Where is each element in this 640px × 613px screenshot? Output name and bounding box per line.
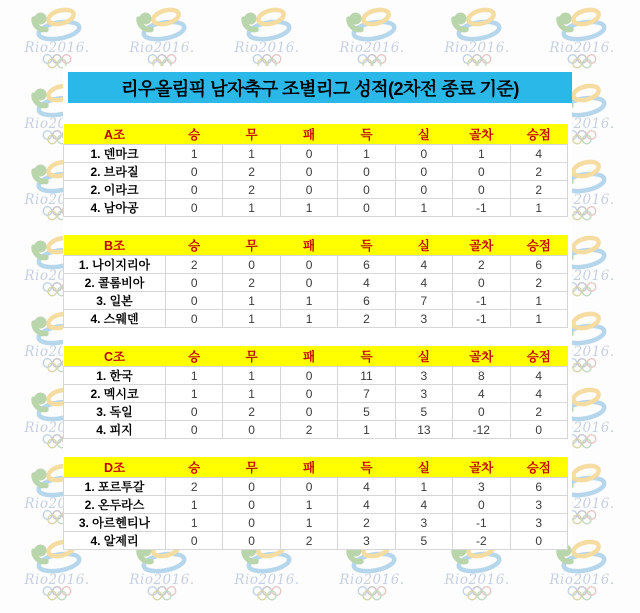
stat-value-cell: 0: [280, 274, 337, 292]
stat-column-header: 승: [166, 235, 223, 256]
stat-value-cell: 0: [453, 496, 510, 514]
stat-value-cell: 0: [223, 496, 280, 514]
stat-value-cell: 0: [338, 181, 395, 199]
table-header-row: [64, 346, 568, 367]
group-name-header: A조: [64, 124, 166, 145]
stat-value-cell: 4: [510, 367, 567, 385]
stat-value-cell: 2: [280, 532, 337, 550]
stat-value-cell: 1: [223, 292, 280, 310]
stat-value-cell: 0: [453, 163, 510, 181]
stat-value-cell: 0: [453, 403, 510, 421]
stat-column-header: 승: [166, 124, 223, 145]
group-standings-table: [63, 346, 568, 439]
group-standings-table: [63, 235, 568, 328]
team-row: [64, 385, 568, 403]
stat-value-cell: 2: [223, 163, 280, 181]
stat-column-header: 골차: [453, 235, 510, 256]
stat-value-cell: 2: [510, 181, 567, 199]
group-standings-table: [63, 124, 568, 217]
stat-value-cell: 4: [395, 496, 452, 514]
team-name-cell: 2. 온두라스: [64, 496, 166, 514]
stat-value-cell: 0: [510, 421, 567, 439]
team-name-cell: 2. 멕시코: [64, 385, 166, 403]
stat-value-cell: 0: [338, 163, 395, 181]
stat-value-cell: -2: [453, 532, 510, 550]
team-name-cell: 2. 브라질: [64, 163, 166, 181]
stat-value-cell: 1: [280, 310, 337, 328]
stat-value-cell: 1: [223, 310, 280, 328]
team-name-cell: 3. 일본: [64, 292, 166, 310]
stat-column-header: 득: [338, 235, 395, 256]
stat-value-cell: 0: [510, 532, 567, 550]
stat-value-cell: 0: [395, 145, 452, 163]
team-name-cell: 3. 독일: [64, 403, 166, 421]
stat-column-header: 승: [166, 457, 223, 478]
team-row: [64, 199, 568, 217]
team-name-cell: 4. 남아공: [64, 199, 166, 217]
stat-value-cell: 0: [223, 532, 280, 550]
stat-value-cell: 0: [223, 478, 280, 496]
stat-value-cell: 1: [280, 199, 337, 217]
stat-value-cell: 1: [280, 496, 337, 514]
team-row: [64, 145, 568, 163]
stat-value-cell: 0: [280, 385, 337, 403]
page-title: 리우올림픽 남자축구 조별리그 성적(2차전 종료 기준): [68, 72, 572, 103]
stat-value-cell: 0: [166, 310, 223, 328]
stat-value-cell: 1: [338, 145, 395, 163]
stat-column-header: 무: [223, 235, 280, 256]
stat-value-cell: 0: [453, 274, 510, 292]
stat-column-header: 실: [395, 457, 452, 478]
stat-value-cell: 0: [280, 145, 337, 163]
team-row: [64, 181, 568, 199]
stat-value-cell: 2: [338, 310, 395, 328]
stat-column-header: 골차: [453, 124, 510, 145]
stat-value-cell: 1: [280, 292, 337, 310]
stat-column-header: 승점: [510, 235, 567, 256]
stat-value-cell: 0: [280, 256, 337, 274]
table-header-row: [64, 235, 568, 256]
team-name-cell: 2. 콜롬비아: [64, 274, 166, 292]
stat-column-header: 골차: [453, 457, 510, 478]
stat-value-cell: 3: [395, 310, 452, 328]
stat-column-header: 실: [395, 124, 452, 145]
team-row: [64, 310, 568, 328]
team-name-cell: 4. 스웨덴: [64, 310, 166, 328]
stat-value-cell: 11: [338, 367, 395, 385]
team-name-cell: 1. 한국: [64, 367, 166, 385]
team-name-cell: 1. 나이지리아: [64, 256, 166, 274]
stat-value-cell: 0: [223, 514, 280, 532]
stat-value-cell: 0: [166, 532, 223, 550]
stat-value-cell: 4: [395, 256, 452, 274]
stat-column-header: 득: [338, 457, 395, 478]
content-panel: [63, 66, 572, 548]
stat-value-cell: 8: [453, 367, 510, 385]
stat-value-cell: 1: [510, 310, 567, 328]
stat-value-cell: 13: [395, 421, 452, 439]
group-name-header: D조: [64, 457, 166, 478]
stat-value-cell: 2: [166, 478, 223, 496]
stat-value-cell: 2: [223, 181, 280, 199]
team-name-cell: 4. 피지: [64, 421, 166, 439]
stat-value-cell: 4: [510, 385, 567, 403]
stat-value-cell: 1: [166, 385, 223, 403]
stat-value-cell: 0: [280, 181, 337, 199]
stat-value-cell: 0: [395, 181, 452, 199]
team-name-cell: 1. 포르투갈: [64, 478, 166, 496]
stat-value-cell: 4: [510, 145, 567, 163]
team-row: [64, 403, 568, 421]
stat-column-header: 무: [223, 346, 280, 367]
group-name-header: B조: [64, 235, 166, 256]
stat-value-cell: 2: [453, 256, 510, 274]
stat-value-cell: 7: [338, 385, 395, 403]
stat-value-cell: 2: [510, 163, 567, 181]
team-name-cell: 1. 덴마크: [64, 145, 166, 163]
stat-value-cell: 6: [510, 256, 567, 274]
stat-value-cell: -1: [453, 310, 510, 328]
team-row: [64, 367, 568, 385]
stat-value-cell: 2: [223, 274, 280, 292]
stat-value-cell: 2: [510, 403, 567, 421]
stat-value-cell: -1: [453, 199, 510, 217]
stat-value-cell: 0: [166, 181, 223, 199]
stat-value-cell: 6: [510, 478, 567, 496]
stat-value-cell: 1: [338, 421, 395, 439]
stat-value-cell: 0: [166, 403, 223, 421]
stat-column-header: 무: [223, 457, 280, 478]
team-row: [64, 292, 568, 310]
stat-value-cell: -1: [453, 514, 510, 532]
stat-value-cell: 3: [395, 385, 452, 403]
stat-column-header: 득: [338, 124, 395, 145]
stat-value-cell: 1: [453, 145, 510, 163]
team-row: [64, 421, 568, 439]
stat-value-cell: 2: [510, 274, 567, 292]
stat-value-cell: 2: [280, 421, 337, 439]
stat-value-cell: 1: [223, 367, 280, 385]
team-row: [64, 532, 568, 550]
team-name-cell: 4. 알제리: [64, 532, 166, 550]
stat-value-cell: 0: [280, 163, 337, 181]
stat-value-cell: 0: [338, 199, 395, 217]
stat-column-header: 무: [223, 124, 280, 145]
stat-value-cell: 2: [166, 256, 223, 274]
stat-column-header: 실: [395, 235, 452, 256]
stat-value-cell: 1: [166, 496, 223, 514]
stat-value-cell: 0: [166, 199, 223, 217]
stat-value-cell: 0: [223, 256, 280, 274]
stat-value-cell: 3: [395, 514, 452, 532]
stat-value-cell: 3: [510, 514, 567, 532]
stat-value-cell: 0: [280, 478, 337, 496]
team-row: [64, 514, 568, 532]
stat-value-cell: 5: [395, 532, 452, 550]
stat-column-header: 패: [280, 124, 337, 145]
stat-value-cell: 3: [510, 496, 567, 514]
stat-column-header: 패: [280, 346, 337, 367]
stat-value-cell: 4: [395, 274, 452, 292]
stat-value-cell: 0: [453, 181, 510, 199]
stat-value-cell: 2: [223, 403, 280, 421]
stat-value-cell: 1: [166, 514, 223, 532]
stat-value-cell: 4: [338, 478, 395, 496]
stat-value-cell: 0: [223, 421, 280, 439]
team-row: [64, 163, 568, 181]
stat-value-cell: 0: [166, 292, 223, 310]
stat-value-cell: 4: [338, 496, 395, 514]
table-header-row: [64, 457, 568, 478]
stat-value-cell: 3: [453, 478, 510, 496]
stat-value-cell: 1: [223, 145, 280, 163]
stat-column-header: 승: [166, 346, 223, 367]
stat-value-cell: 4: [453, 385, 510, 403]
stat-value-cell: 1: [223, 385, 280, 403]
stat-column-header: 승점: [510, 124, 567, 145]
team-row: [64, 256, 568, 274]
stat-value-cell: 7: [395, 292, 452, 310]
stat-value-cell: 1: [166, 145, 223, 163]
stat-value-cell: 1: [395, 478, 452, 496]
stat-value-cell: 3: [338, 532, 395, 550]
stat-column-header: 승점: [510, 457, 567, 478]
stat-value-cell: 0: [395, 163, 452, 181]
stat-value-cell: -1: [453, 292, 510, 310]
stat-value-cell: 6: [338, 292, 395, 310]
team-row: [64, 496, 568, 514]
stat-value-cell: 6: [338, 256, 395, 274]
stat-value-cell: -12: [453, 421, 510, 439]
stat-value-cell: 1: [510, 292, 567, 310]
stat-value-cell: 3: [395, 367, 452, 385]
stat-value-cell: 1: [280, 514, 337, 532]
group-standings-table: [63, 457, 568, 550]
group-name-header: C조: [64, 346, 166, 367]
stat-column-header: 득: [338, 346, 395, 367]
stat-value-cell: 0: [280, 403, 337, 421]
stat-value-cell: 0: [166, 274, 223, 292]
stat-column-header: 골차: [453, 346, 510, 367]
stat-value-cell: 1: [166, 367, 223, 385]
stat-column-header: 패: [280, 235, 337, 256]
stat-value-cell: 5: [395, 403, 452, 421]
stat-value-cell: 0: [280, 367, 337, 385]
stat-value-cell: 1: [223, 199, 280, 217]
stat-value-cell: 1: [510, 199, 567, 217]
stat-value-cell: 0: [166, 421, 223, 439]
team-name-cell: 3. 아르헨티나: [64, 514, 166, 532]
stat-value-cell: 1: [395, 199, 452, 217]
stat-column-header: 패: [280, 457, 337, 478]
stat-value-cell: 5: [338, 403, 395, 421]
team-row: [64, 274, 568, 292]
table-header-row: [64, 124, 568, 145]
stat-column-header: 승점: [510, 346, 567, 367]
stat-value-cell: 2: [338, 514, 395, 532]
team-row: [64, 478, 568, 496]
stat-value-cell: 4: [338, 274, 395, 292]
team-name-cell: 2. 이라크: [64, 181, 166, 199]
stat-value-cell: 0: [166, 163, 223, 181]
group-tables: [63, 124, 572, 550]
stat-column-header: 실: [395, 346, 452, 367]
